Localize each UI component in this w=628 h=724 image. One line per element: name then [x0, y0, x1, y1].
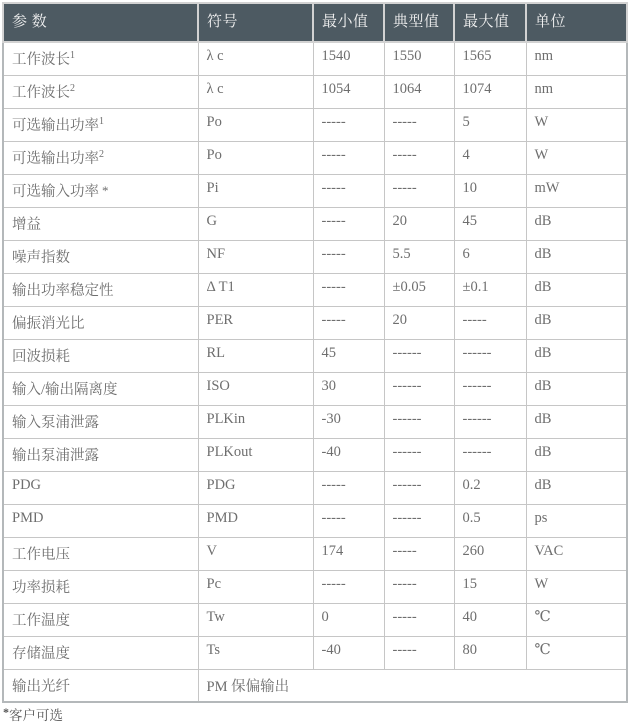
- typical-value-cell: 1550: [384, 42, 454, 75]
- typical-value-cell: ------: [384, 339, 454, 372]
- max-value-cell: 10: [454, 174, 526, 207]
- min-value-cell: -----: [313, 471, 384, 504]
- typical-value-cell: ------: [384, 405, 454, 438]
- param-cell: 可选输出功率$^2$: [3, 141, 198, 174]
- param-cell: 偏振消光比: [3, 306, 198, 339]
- table-body: [3, 42, 627, 702]
- min-value-cell: 1540: [313, 42, 384, 75]
- max-value-cell: ------: [454, 339, 526, 372]
- unit-cell: W: [526, 141, 627, 174]
- param-cell: 可选输入功率 *: [3, 174, 198, 207]
- header-cell-1: 符号: [198, 3, 313, 42]
- param-superscript: 2: [99, 148, 104, 160]
- min-value-cell: -----: [313, 240, 384, 273]
- param-cell: PDG: [3, 471, 198, 504]
- footnote-text: 客户可选: [9, 708, 63, 723]
- table-row: [3, 603, 627, 636]
- param-cell: 工作电压: [3, 537, 198, 570]
- unit-cell: ℃: [526, 603, 627, 636]
- min-value-cell: -----: [313, 273, 384, 306]
- footnote: [3, 704, 628, 724]
- table-row: [3, 42, 627, 75]
- table-row: [3, 75, 627, 108]
- min-value-cell: 174: [313, 537, 384, 570]
- min-value-cell: 0: [313, 603, 384, 636]
- symbol-cell: Pi: [198, 174, 313, 207]
- min-value-cell: -----: [313, 141, 384, 174]
- min-value-cell: -----: [313, 108, 384, 141]
- table-row: [3, 636, 627, 669]
- param-superscript: 2: [70, 82, 75, 94]
- unit-cell: dB: [526, 339, 627, 372]
- typical-value-cell: ------: [384, 471, 454, 504]
- table-row-output-fiber: [3, 669, 627, 702]
- table-row: [3, 537, 627, 570]
- symbol-cell: λ c: [198, 42, 313, 75]
- symbol-cell: Po: [198, 141, 313, 174]
- typical-value-cell: 20: [384, 306, 454, 339]
- symbol-cell: PER: [198, 306, 313, 339]
- param-cell: 输出功率稳定性: [3, 273, 198, 306]
- typical-value-cell: -----: [384, 108, 454, 141]
- min-value-cell: -----: [313, 570, 384, 603]
- header-cell-2: 最小值: [313, 3, 384, 42]
- max-value-cell: -----: [454, 306, 526, 339]
- header-cell-5: 单位: [526, 3, 627, 42]
- max-value-cell: ------: [454, 372, 526, 405]
- max-value-cell: 0.2: [454, 471, 526, 504]
- typical-value-cell: ------: [384, 372, 454, 405]
- typical-value-cell: 5.5: [384, 240, 454, 273]
- param-cell: 增益: [3, 207, 198, 240]
- max-value-cell: 40: [454, 603, 526, 636]
- max-value-cell: 6: [454, 240, 526, 273]
- typical-value-cell: ±0.05: [384, 273, 454, 306]
- symbol-cell: Pc: [198, 570, 313, 603]
- param-cell: 输入/输出隔离度: [3, 372, 198, 405]
- table-row: [3, 207, 627, 240]
- spec-table: [2, 2, 628, 703]
- table-row: [3, 438, 627, 471]
- table-row: [3, 240, 627, 273]
- footnote-asterisk: *: [3, 705, 9, 719]
- typical-value-cell: -----: [384, 570, 454, 603]
- unit-cell: dB: [526, 240, 627, 273]
- spec-sheet-page: [0, 2, 628, 723]
- max-value-cell: 1074: [454, 75, 526, 108]
- unit-cell: W: [526, 108, 627, 141]
- max-value-cell: 5: [454, 108, 526, 141]
- table-row: [3, 174, 627, 207]
- min-value-cell: 45: [313, 339, 384, 372]
- typical-value-cell: 1064: [384, 75, 454, 108]
- table-row: [3, 273, 627, 306]
- unit-cell: dB: [526, 306, 627, 339]
- table-row: [3, 405, 627, 438]
- min-value-cell: -----: [313, 207, 384, 240]
- typical-value-cell: ------: [384, 504, 454, 537]
- min-value-cell: -----: [313, 174, 384, 207]
- header-cell-4: 最大值: [454, 3, 526, 42]
- param-superscript: 1: [99, 115, 104, 127]
- param-cell: 可选输出功率$^1$: [3, 108, 198, 141]
- table-row: [3, 504, 627, 537]
- header-cell-3: 典型值: [384, 3, 454, 42]
- max-value-cell: 260: [454, 537, 526, 570]
- typical-value-cell: -----: [384, 141, 454, 174]
- typical-value-cell: ------: [384, 438, 454, 471]
- param-cell: 工作波长$^2$: [3, 75, 198, 108]
- param-cell: 功率损耗: [3, 570, 198, 603]
- param-cell: 工作波长$^1$: [3, 42, 198, 75]
- table-row: [3, 141, 627, 174]
- header-cell-0: 参 数: [3, 3, 198, 42]
- param-cell: 工作温度: [3, 603, 198, 636]
- symbol-cell: λ c: [198, 75, 313, 108]
- symbol-cell: NF: [198, 240, 313, 273]
- table-row: [3, 306, 627, 339]
- param-asterisk: *: [102, 182, 109, 198]
- merged-value-cell: PM 保偏输出: [198, 669, 627, 702]
- symbol-cell: PLKout: [198, 438, 313, 471]
- unit-cell: mW: [526, 174, 627, 207]
- unit-cell: dB: [526, 207, 627, 240]
- param-cell: 噪声指数: [3, 240, 198, 273]
- unit-cell: ℃: [526, 636, 627, 669]
- param-superscript: 1: [70, 50, 75, 62]
- min-value-cell: -----: [313, 306, 384, 339]
- table-row: [3, 339, 627, 372]
- unit-cell: W: [526, 570, 627, 603]
- param-cell: 输入泵浦泄露: [3, 405, 198, 438]
- symbol-cell: PLKin: [198, 405, 313, 438]
- symbol-cell: ISO: [198, 372, 313, 405]
- max-value-cell: 4: [454, 141, 526, 174]
- max-value-cell: 80: [454, 636, 526, 669]
- symbol-cell: RL: [198, 339, 313, 372]
- max-value-cell: 45: [454, 207, 526, 240]
- symbol-cell: Ts: [198, 636, 313, 669]
- max-value-cell: 1565: [454, 42, 526, 75]
- typical-value-cell: -----: [384, 537, 454, 570]
- unit-cell: dB: [526, 273, 627, 306]
- min-value-cell: -30: [313, 405, 384, 438]
- unit-cell: nm: [526, 75, 627, 108]
- table-header-row: [3, 3, 627, 42]
- min-value-cell: -40: [313, 636, 384, 669]
- table-row: [3, 372, 627, 405]
- unit-cell: dB: [526, 405, 627, 438]
- min-value-cell: -----: [313, 504, 384, 537]
- min-value-cell: 30: [313, 372, 384, 405]
- typical-value-cell: -----: [384, 174, 454, 207]
- symbol-cell: Tw: [198, 603, 313, 636]
- table-row: [3, 471, 627, 504]
- unit-cell: VAC: [526, 537, 627, 570]
- symbol-cell: V: [198, 537, 313, 570]
- min-value-cell: 1054: [313, 75, 384, 108]
- symbol-cell: PDG: [198, 471, 313, 504]
- max-value-cell: ------: [454, 405, 526, 438]
- table-row: [3, 108, 627, 141]
- typical-value-cell: -----: [384, 603, 454, 636]
- symbol-cell: PMD: [198, 504, 313, 537]
- unit-cell: nm: [526, 42, 627, 75]
- typical-value-cell: 20: [384, 207, 454, 240]
- unit-cell: dB: [526, 438, 627, 471]
- max-value-cell: 15: [454, 570, 526, 603]
- table-row: [3, 570, 627, 603]
- max-value-cell: ±0.1: [454, 273, 526, 306]
- param-cell: 输出泵浦泄露: [3, 438, 198, 471]
- param-cell: 输出光纤: [3, 669, 198, 702]
- symbol-cell: Po: [198, 108, 313, 141]
- unit-cell: dB: [526, 471, 627, 504]
- unit-cell: dB: [526, 372, 627, 405]
- min-value-cell: -40: [313, 438, 384, 471]
- symbol-cell: Δ T1: [198, 273, 313, 306]
- param-cell: 存储温度: [3, 636, 198, 669]
- symbol-cell: G: [198, 207, 313, 240]
- param-cell: PMD: [3, 504, 198, 537]
- typical-value-cell: -----: [384, 636, 454, 669]
- param-cell: 回波损耗: [3, 339, 198, 372]
- max-value-cell: ------: [454, 438, 526, 471]
- unit-cell: ps: [526, 504, 627, 537]
- max-value-cell: 0.5: [454, 504, 526, 537]
